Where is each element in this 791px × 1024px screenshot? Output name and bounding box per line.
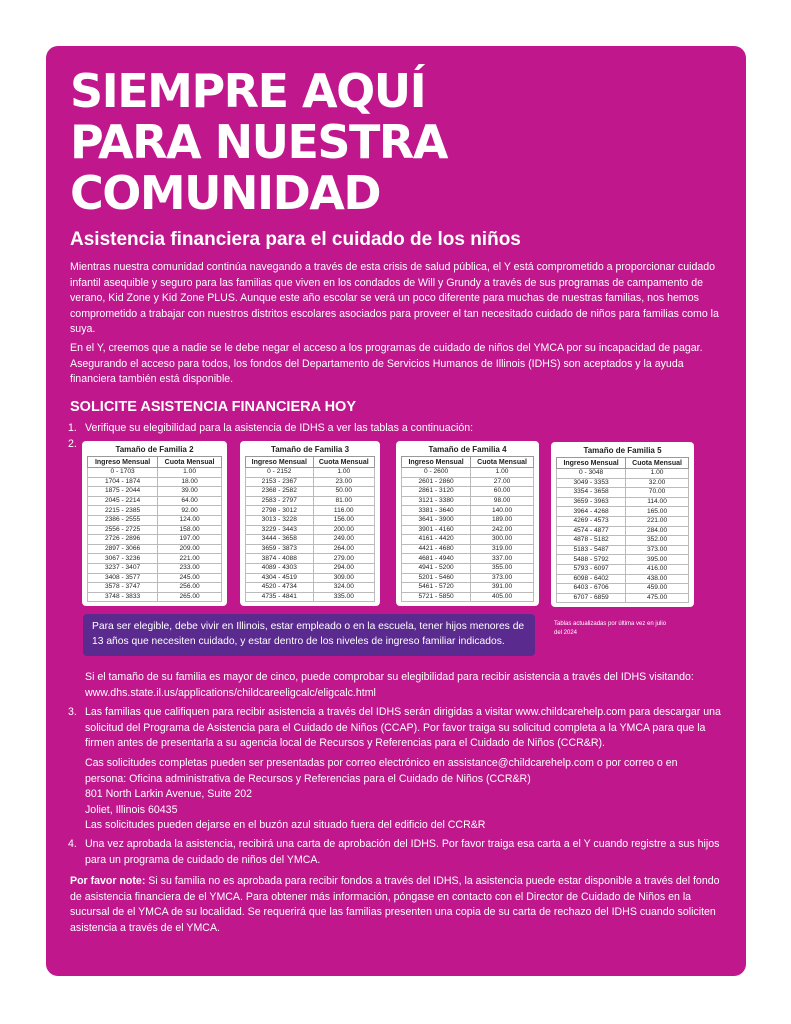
table-row <box>402 525 534 535</box>
table-row <box>557 478 689 488</box>
table-row <box>88 468 222 478</box>
table-row <box>88 592 222 602</box>
table-row <box>88 496 222 506</box>
step-3-text: Las familias que califiquen para recibir asistencia a través del IDHS serán dirigidas a visitar www.childcarehelp.com para descargar una solicitud del Programa de Asistencia para el Cuidado de Niños (CCAP). Por favor traiga su solicitud completa a la YMCA para que la firmen antes de presentarla a su agencia local de Recursos y Referencias para el Cuidado de Niños (CCR&R). <box>85 706 721 749</box>
income-range-cell: 3013 - 3228 <box>246 515 314 525</box>
table-family-4 <box>396 441 539 606</box>
monthly-fee-cell: 140.00 <box>471 506 534 516</box>
income-range-cell: 2798 - 3012 <box>246 506 314 516</box>
monthly-fee-cell: 116.00 <box>313 506 374 516</box>
table-row <box>402 487 534 497</box>
monthly-fee-cell: 279.00 <box>313 554 374 564</box>
monthly-fee-cell: 264.00 <box>313 544 374 554</box>
intro-paragraph-2: En el Y, creemos que a nadie se le debe negar el acceso a los programas de cuidado de niños del YMCA por su incapacidad de pagar. Asegurando el acceso para todos, los fondos del Departamento de Servicios Humanos de Illinois (IDHS) son aceptados y la ayuda financiera también está disponible. <box>70 342 703 385</box>
submission-line-1: Cas solicitudes completas pueden ser presentadas por correo electrónico en assistance@childcarehelp.com o por correo o en <box>85 757 678 769</box>
larger-family-note <box>85 670 725 701</box>
monthly-fee-cell: 337.00 <box>471 554 534 564</box>
table-title: Tamaño de Familia 2 <box>115 445 194 454</box>
income-range-cell: 2601 - 2860 <box>402 477 471 487</box>
table-row <box>246 477 375 487</box>
table-family-2 <box>82 441 227 606</box>
section-heading: SOLICITE ASISTENCIA FINANCIERA HOY <box>70 399 356 415</box>
fee-table <box>87 456 222 602</box>
table-title: Tamaño de Familia 4 <box>428 445 507 454</box>
table-row <box>557 507 689 517</box>
income-range-cell: 4941 - 5200 <box>402 563 471 573</box>
income-range-cell: 2861 - 3120 <box>402 487 471 497</box>
step-4-number: 4. <box>68 838 77 850</box>
table-row <box>88 525 222 535</box>
table-row <box>246 506 375 516</box>
step-1-text: Verifique su elegibilidad para la asistencia de IDHS a ver las tablas a continuación: <box>85 422 474 434</box>
monthly-fee-cell: 352.00 <box>626 536 689 546</box>
fee-table <box>245 456 375 602</box>
income-range-cell: 4520 - 4734 <box>246 583 314 593</box>
monthly-fee-cell: 335.00 <box>313 592 374 602</box>
table-row <box>557 536 689 546</box>
table-family-3 <box>240 441 380 606</box>
monthly-fee-cell: 256.00 <box>158 583 222 593</box>
table-row <box>246 468 375 478</box>
income-range-cell: 3578 - 3747 <box>88 583 158 593</box>
table-row <box>557 574 689 584</box>
table-row <box>402 535 534 545</box>
table-row <box>88 506 222 516</box>
monthly-fee-cell: 319.00 <box>471 544 534 554</box>
table-row <box>402 468 534 478</box>
monthly-fee-cell: 98.00 <box>471 496 534 506</box>
table-row <box>557 497 689 507</box>
closing-note-text: Si su familia no es aprobada para recibir fondos a través del IDHS, la asistencia puede estar disponible a través del fondo de asistencia financiera de el YMCA. Para obtener más información, póngase en contacto con el Director de Cuidado de Niños en la sucursal de el YMCA de su localidad. Se requerirá que las familias presenten una copia de su carta de rechazo del IDHS cuando soliciten asistencia a través de el YMCA. <box>70 875 720 934</box>
table-row <box>246 535 375 545</box>
closing-note <box>70 874 720 936</box>
monthly-fee-cell: 39.00 <box>158 487 222 497</box>
monthly-fee-cell: 416.00 <box>626 564 689 574</box>
income-range-cell: 3874 - 4088 <box>246 554 314 564</box>
income-range-cell: 2386 - 2555 <box>88 515 158 525</box>
monthly-fee-cell: 245.00 <box>158 573 222 583</box>
monthly-fee-cell: 373.00 <box>471 573 534 583</box>
table-row <box>557 516 689 526</box>
income-range-cell: 3381 - 3640 <box>402 506 471 516</box>
monthly-fee-cell: 373.00 <box>626 545 689 555</box>
income-range-cell: 5488 - 5792 <box>557 555 626 565</box>
step-4 <box>68 837 723 868</box>
table-row <box>402 573 534 583</box>
table-row <box>88 563 222 573</box>
table-row <box>246 554 375 564</box>
income-range-cell: 4681 - 4940 <box>402 554 471 564</box>
table-row <box>246 515 375 525</box>
step-1 <box>68 421 723 437</box>
intro-paragraph-1: Mientras nuestra comunidad continúa navegando a través de esta crisis de salud pública, el Y está comprometido a proporcionar cuidado infantil asequible y seguro para las familias que viven en los condados de Will y Grundy a través de sus programas de campamento de verano, Kid Zone y Kid Zone PLUS. Aunque este año escolar se verá un poco diferente para muchas de nuestras familias, nos hemos comprometido a trabajar con nuestros distritos escolares asociados para proveer el tan necesitado cuidado de niños para familias como la suya. <box>70 261 719 335</box>
table-row <box>88 554 222 564</box>
col-header-income: Ingreso Mensual <box>557 458 626 469</box>
income-range-cell: 2045 - 2214 <box>88 496 158 506</box>
income-range-cell: 3229 - 3443 <box>246 525 314 535</box>
monthly-fee-cell: 18.00 <box>158 477 222 487</box>
table-row <box>246 496 375 506</box>
table-row <box>246 525 375 535</box>
col-header-fee: Cuota Mensual <box>471 457 534 468</box>
monthly-fee-cell: 475.00 <box>626 593 689 603</box>
monthly-fee-cell: 1.00 <box>158 468 222 478</box>
income-range-cell: 3408 - 3577 <box>88 573 158 583</box>
table-row <box>246 544 375 554</box>
monthly-fee-cell: 32.00 <box>626 478 689 488</box>
table-row <box>402 583 534 593</box>
monthly-fee-cell: 265.00 <box>158 592 222 602</box>
headline <box>70 66 670 219</box>
income-range-cell: 4878 - 5182 <box>557 536 626 546</box>
income-range-cell: 0 - 2152 <box>246 468 314 478</box>
headline-line-1: SIEMPRE AQUÍ <box>70 64 426 118</box>
income-range-cell: 4735 - 4841 <box>246 592 314 602</box>
table-row <box>402 592 534 602</box>
col-header-income: Ingreso Mensual <box>246 457 314 468</box>
table-title: Tamaño de Familia 5 <box>583 446 662 455</box>
monthly-fee-cell: 242.00 <box>471 525 534 535</box>
monthly-fee-cell: 438.00 <box>626 574 689 584</box>
monthly-fee-cell: 27.00 <box>471 477 534 487</box>
income-range-cell: 2153 - 2367 <box>246 477 314 487</box>
table-row <box>246 573 375 583</box>
monthly-fee-cell: 64.00 <box>158 496 222 506</box>
eligibility-calculator-url: www.dhs.state.il.us/applications/childcareeligcalc/eligcalc.html <box>85 686 376 699</box>
monthly-fee-cell: 355.00 <box>471 563 534 573</box>
table-row <box>88 544 222 554</box>
monthly-fee-cell: 197.00 <box>158 535 222 545</box>
table-title: Tamaño de Familia 3 <box>270 445 350 454</box>
income-range-cell: 4269 - 4573 <box>557 516 626 526</box>
income-range-cell: 5721 - 5850 <box>402 592 471 602</box>
income-range-cell: 5183 - 5487 <box>557 545 626 555</box>
table-row <box>88 535 222 545</box>
income-range-cell: 2726 - 2896 <box>88 535 158 545</box>
submission-info <box>85 756 725 834</box>
table-row <box>88 583 222 593</box>
table-family-5 <box>551 442 694 607</box>
income-range-cell: 3659 - 3963 <box>557 497 626 507</box>
monthly-fee-cell: 156.00 <box>313 515 374 525</box>
monthly-fee-cell: 1.00 <box>313 468 374 478</box>
table-row <box>402 506 534 516</box>
income-range-cell: 3444 - 3658 <box>246 535 314 545</box>
income-range-cell: 3659 - 3873 <box>246 544 314 554</box>
monthly-fee-cell: 165.00 <box>626 507 689 517</box>
submission-address-street: 801 North Larkin Avenue, Suite 202 <box>85 788 253 800</box>
income-range-cell: 5793 - 6097 <box>557 564 626 574</box>
monthly-fee-cell: 1.00 <box>626 469 689 479</box>
subtitle: Asistencia financiera para el cuidado de los niños <box>70 229 521 250</box>
income-range-cell: 4161 - 4420 <box>402 535 471 545</box>
income-range-cell: 3748 - 3833 <box>88 592 158 602</box>
income-range-cell: 1875 - 2044 <box>88 487 158 497</box>
submission-line-2: persona: Oficina administrativa de Recursos y Referencias para el Cuidado de Niños (CCR&R) <box>85 772 531 785</box>
table-row <box>402 515 534 525</box>
col-header-fee: Cuota Mensual <box>158 457 222 468</box>
table-row <box>557 526 689 536</box>
monthly-fee-cell: 459.00 <box>626 584 689 594</box>
monthly-fee-cell: 391.00 <box>471 583 534 593</box>
income-range-cell: 0 - 3048 <box>557 469 626 479</box>
monthly-fee-cell: 92.00 <box>158 506 222 516</box>
monthly-fee-cell: 60.00 <box>471 487 534 497</box>
monthly-fee-cell: 284.00 <box>626 526 689 536</box>
monthly-fee-cell: 189.00 <box>471 515 534 525</box>
eligibility-notice: Para ser elegible, debe vivir en Illinois, estar empleado o en la escuela, tener hijos menores de 13 años que necesiten cuidado, y estar dentro de los niveles de ingreso familiar indicados. <box>83 614 535 656</box>
monthly-fee-cell: 300.00 <box>471 535 534 545</box>
income-range-cell: 2583 - 2797 <box>246 496 314 506</box>
monthly-fee-cell: 294.00 <box>313 563 374 573</box>
col-header-fee: Cuota Mensual <box>313 457 374 468</box>
col-header-income: Ingreso Mensual <box>402 457 471 468</box>
monthly-fee-cell: 405.00 <box>471 592 534 602</box>
table-row <box>557 545 689 555</box>
income-range-cell: 2897 - 3066 <box>88 544 158 554</box>
headline-line-3: COMUNIDAD <box>70 166 381 220</box>
table-row <box>557 593 689 603</box>
headline-line-2: PARA NUESTRA <box>70 115 447 169</box>
income-range-cell: 3067 - 3236 <box>88 554 158 564</box>
table-row <box>402 477 534 487</box>
table-row <box>557 555 689 565</box>
income-range-cell: 3237 - 3407 <box>88 563 158 573</box>
monthly-fee-cell: 324.00 <box>313 583 374 593</box>
step-4-text: Una vez aprobada la asistencia, recibirá una carta de aprobación del IDHS. Por favor traiga esa carta a el Y cuando registre a sus hijos para un programa de cuidado de niños del YMCA. <box>85 838 720 866</box>
col-header-fee: Cuota Mensual <box>626 458 689 469</box>
table-row <box>402 563 534 573</box>
income-range-cell: 4089 - 4303 <box>246 563 314 573</box>
income-range-cell: 3049 - 3353 <box>557 478 626 488</box>
table-row <box>246 583 375 593</box>
table-row <box>557 584 689 594</box>
step-3 <box>68 705 723 752</box>
income-range-cell: 4421 - 4680 <box>402 544 471 554</box>
income-range-cell: 2368 - 2582 <box>246 487 314 497</box>
content-panel <box>46 46 746 976</box>
larger-family-text: Si el tamaño de su familia es mayor de cinco, puede comprobar su elegibilidad para recibir asistencia a través del IDHS visitando: <box>85 671 694 683</box>
income-range-cell: 5201 - 5460 <box>402 573 471 583</box>
income-range-cell: 2215 - 2385 <box>88 506 158 516</box>
income-range-cell: 0 - 2600 <box>402 468 471 478</box>
monthly-fee-cell: 23.00 <box>313 477 374 487</box>
income-range-cell: 5461 - 5720 <box>402 583 471 593</box>
monthly-fee-cell: 1.00 <box>471 468 534 478</box>
fee-table <box>401 456 534 602</box>
table-row <box>402 554 534 564</box>
income-range-cell: 6403 - 6706 <box>557 584 626 594</box>
table-row <box>557 469 689 479</box>
table-row <box>88 477 222 487</box>
monthly-fee-cell: 221.00 <box>158 554 222 564</box>
income-range-cell: 4304 - 4519 <box>246 573 314 583</box>
monthly-fee-cell: 81.00 <box>313 496 374 506</box>
monthly-fee-cell: 209.00 <box>158 544 222 554</box>
income-range-cell: 3641 - 3900 <box>402 515 471 525</box>
table-row <box>246 563 375 573</box>
table-row <box>557 564 689 574</box>
income-range-cell: 0 - 1703 <box>88 468 158 478</box>
submission-address-city: Joliet, Illinois 60435 <box>85 803 178 816</box>
table-row <box>402 496 534 506</box>
tables-updated-footnote: Tablas actualizadas por última vez en julio del 2024 <box>554 621 667 636</box>
step-3-number: 3. <box>68 706 77 718</box>
step-1-number: 1. <box>68 422 77 434</box>
monthly-fee-cell: 233.00 <box>158 563 222 573</box>
income-range-cell: 2556 - 2725 <box>88 525 158 535</box>
step-2-number: 2. <box>68 438 77 450</box>
monthly-fee-cell: 114.00 <box>626 497 689 507</box>
table-row <box>246 487 375 497</box>
income-range-cell: 3901 - 4160 <box>402 525 471 535</box>
monthly-fee-cell: 158.00 <box>158 525 222 535</box>
monthly-fee-cell: 395.00 <box>626 555 689 565</box>
income-range-cell: 6707 - 6859 <box>557 593 626 603</box>
table-row <box>246 592 375 602</box>
monthly-fee-cell: 249.00 <box>313 535 374 545</box>
table-row <box>88 515 222 525</box>
monthly-fee-cell: 70.00 <box>626 488 689 498</box>
monthly-fee-cell: 200.00 <box>313 525 374 535</box>
monthly-fee-cell: 124.00 <box>158 515 222 525</box>
income-range-cell: 6098 - 6402 <box>557 574 626 584</box>
monthly-fee-cell: 309.00 <box>313 573 374 583</box>
income-range-cell: 3121 - 3380 <box>402 496 471 506</box>
table-row <box>557 488 689 498</box>
monthly-fee-cell: 221.00 <box>626 516 689 526</box>
table-row <box>402 544 534 554</box>
income-range-cell: 3964 - 4268 <box>557 507 626 517</box>
col-header-income: Ingreso Mensual <box>88 457 158 468</box>
monthly-fee-cell: 50.00 <box>313 487 374 497</box>
table-row <box>88 487 222 497</box>
income-range-cell: 1704 - 1874 <box>88 477 158 487</box>
income-range-cell: 3354 - 3658 <box>557 488 626 498</box>
table-row <box>88 573 222 583</box>
income-range-cell: 4574 - 4877 <box>557 526 626 536</box>
submission-dropbox-note: Las solicitudes pueden dejarse en el buzón azul situado fuera del edificio del CCR&R <box>85 819 486 831</box>
closing-note-label: Por favor note: <box>70 875 146 887</box>
fee-table <box>556 457 689 603</box>
